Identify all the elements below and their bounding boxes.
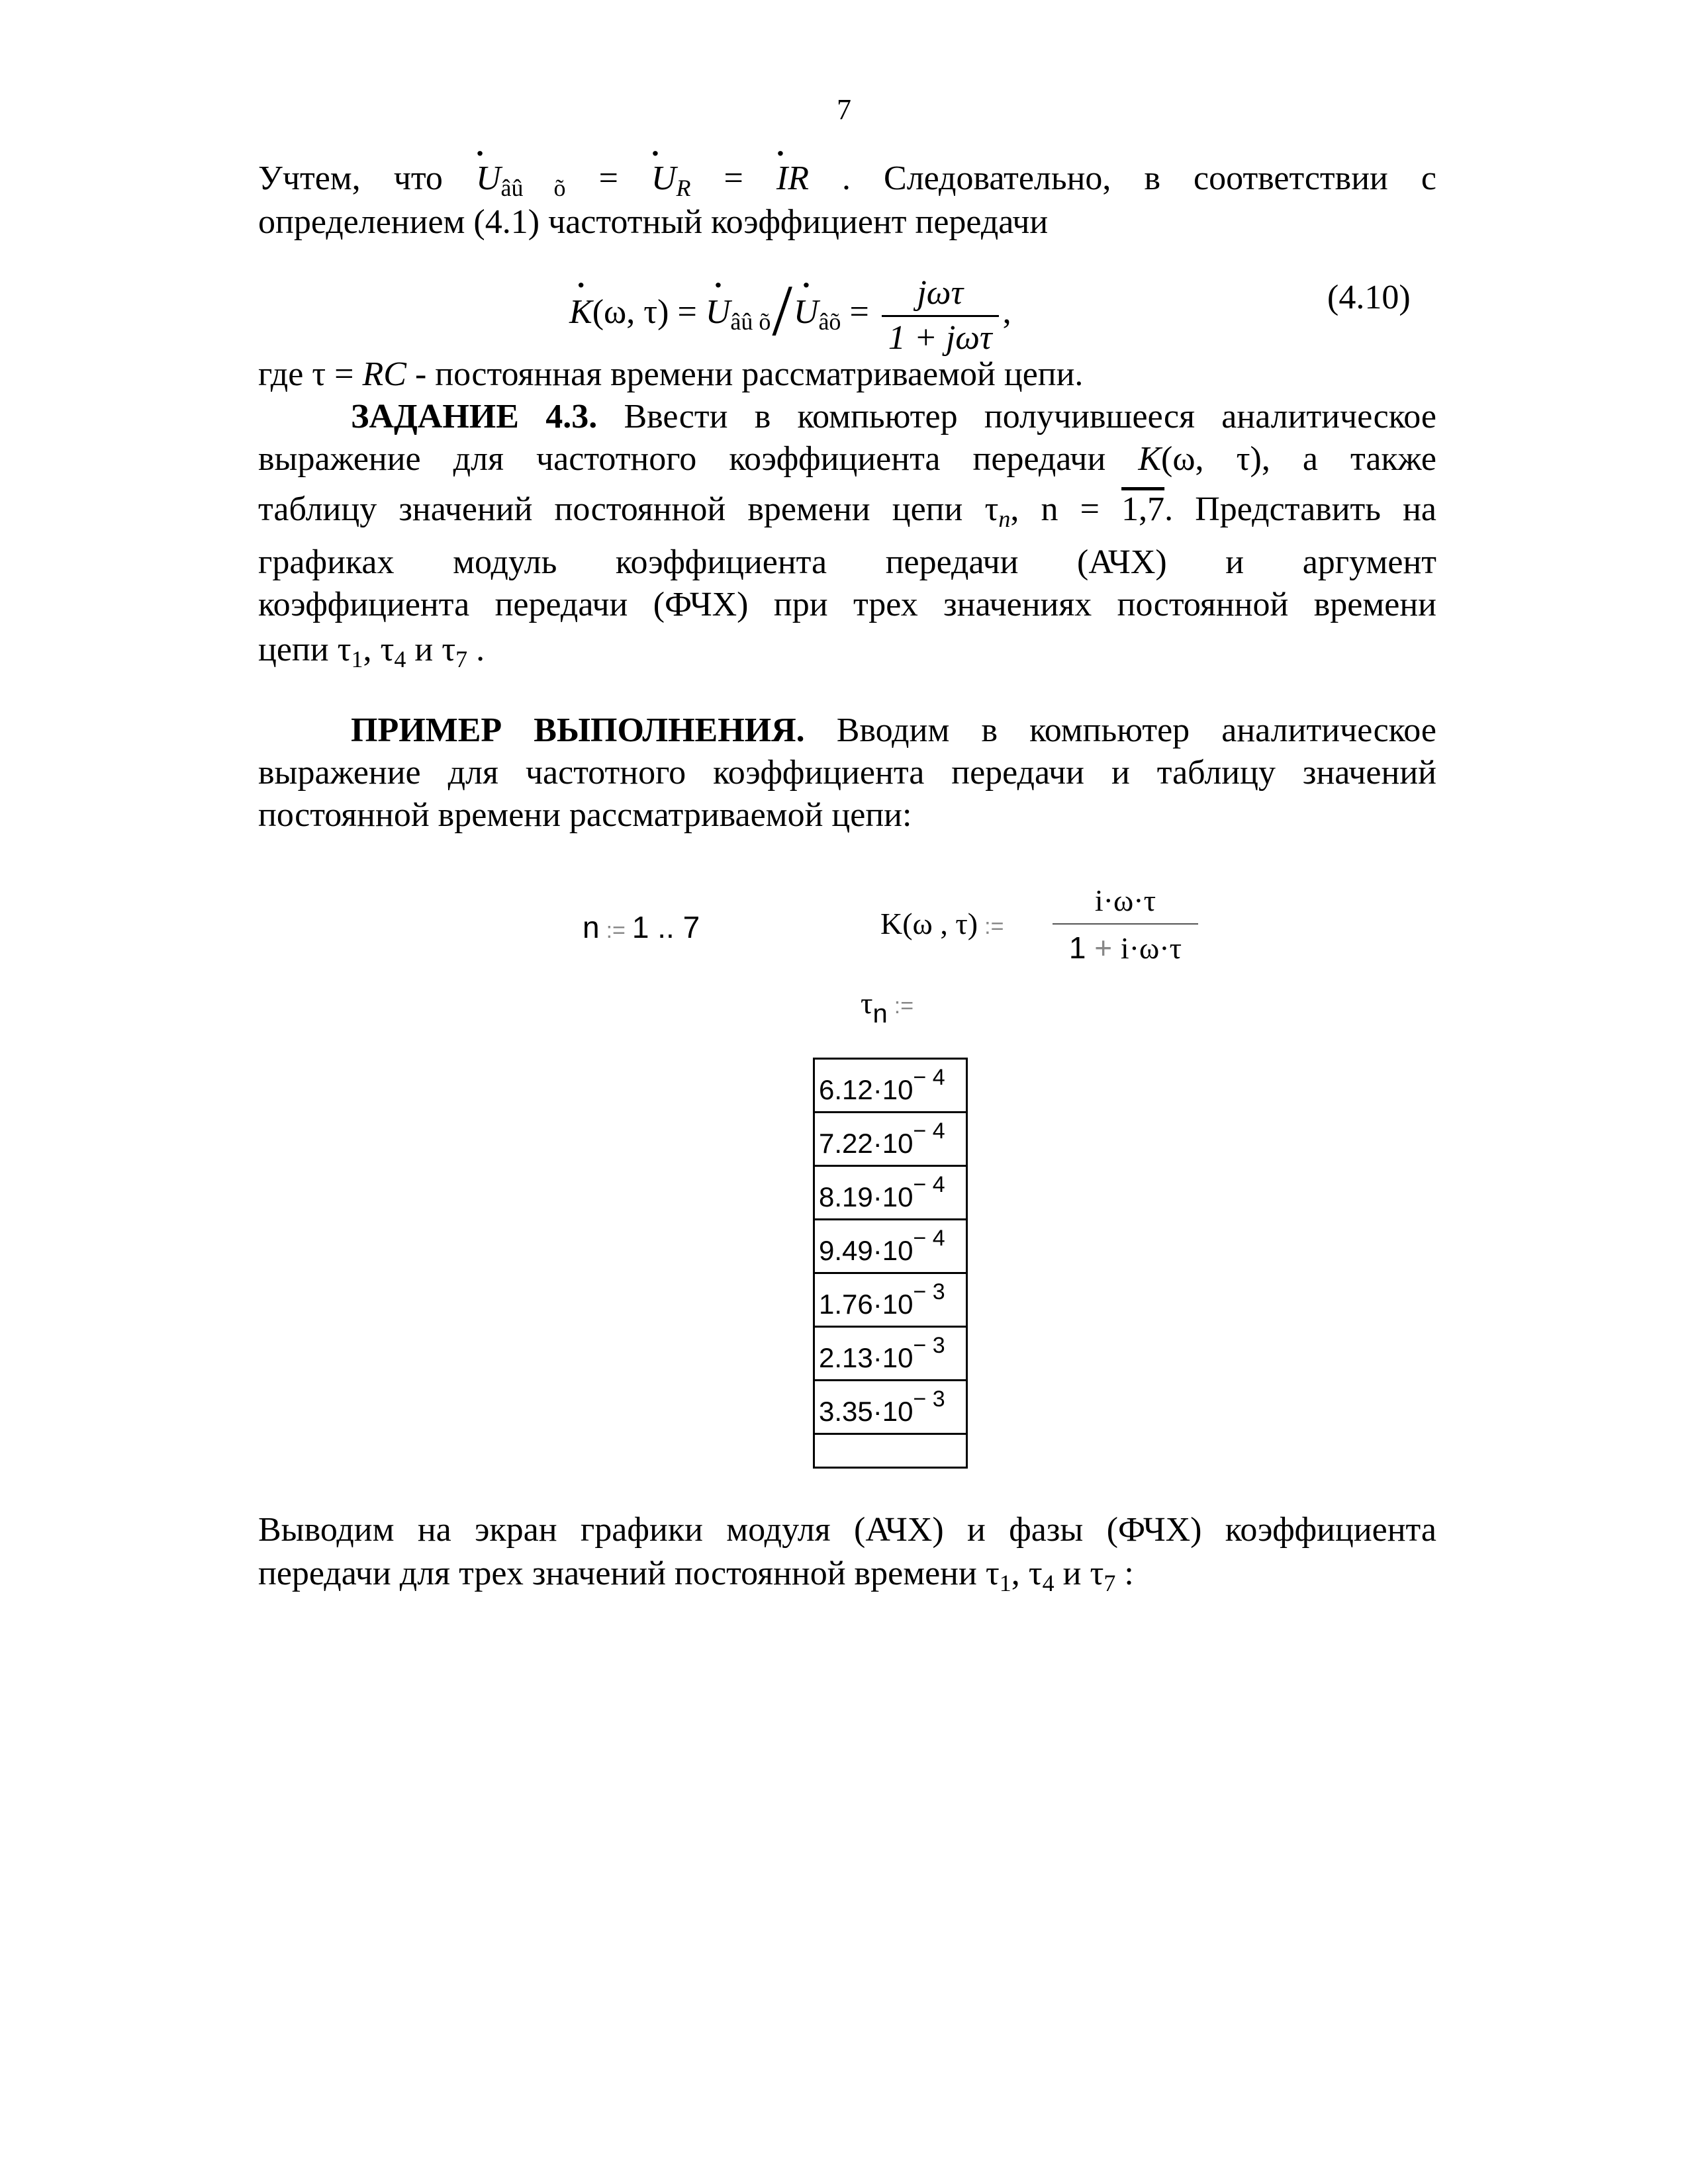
tau-value-cell: $3.35\cdot 10^{- 3}$ [814,1381,967,1434]
empty-cell [814,1434,967,1468]
final-line1: Выводим на экран графики модуля (АЧХ) и фазы (ФЧХ) коэффициента [258,1511,1436,1549]
table-row [814,1381,967,1434]
example-line2: выражение для частотного коэффициента передачи и таблицу значений [258,754,1436,792]
word: с [1421,159,1436,197]
word: что [393,159,443,197]
word: Следовательно, [884,159,1111,197]
task-line1: ЗАДАНИЕ 4.3. Ввести в компьютер получившееся аналитическое [258,396,1436,438]
table-row [814,1220,967,1273]
paragraph-intro-line2: определением (4.1) частотный коэффициент передачи [258,203,1049,241]
mathcad-denominator: 1 + i·ω·τ [1068,931,1182,965]
tau-value-cell: $8.19\cdot 10^{- 4}$ [814,1166,967,1220]
table-row [814,1273,967,1327]
example-label: ПРИМЕР ВЫПОЛНЕНИЯ. [351,711,805,749]
task-label: ЗАДАНИЕ 4.3. [351,398,598,435]
task-line5: коэффициента передачи (ФЧХ) при трех значениях постоянной времени [258,586,1436,623]
example-line1: ПРИМЕР ВЫПОЛНЕНИЯ. Вводим в компьютер аналитическое [258,709,1436,752]
task-line3: таблицу значений постоянной времени цепи $\tau_n$, n = 1,7. Представить на [258,490,1437,532]
formula-fraction: $\frac{\text{jωτ}}{\text{1 + jωτ}}$ [882,273,999,357]
mathcad-range-definition: n := 1 .. 7 [583,910,700,944]
page-number: 7 [837,93,851,126]
tau-value-cell: $9.49\cdot 10^{- 4}$ [814,1220,967,1273]
word: соответствии [1194,159,1388,197]
equation-number: (4.10) [1327,279,1411,316]
example-line3: постоянной времени рассматриваемой цепи: [258,796,912,834]
tau-value-cell: $7.22\cdot 10^{- 4}$ [814,1113,967,1166]
tau-value-cell: $6.12\cdot 10^{- 4}$ [814,1059,967,1113]
tau-value-cell: $2.13\cdot 10^{- 3}$ [814,1327,967,1381]
table-row-empty [814,1434,967,1468]
equation-voltage: · $U_{âû õ}$ = · $U_R$ = · IR . [476,159,851,197]
mathcad-tau-definition: τn := [861,986,914,1028]
task-line4: графиках модуль коэффициента передачи (АЧХ) и аргумент [258,543,1436,581]
final-line2: передачи для трех значений постоянной времени $\tau_1$, $\tau_4$ и $\tau_7$ : [258,1555,1134,1596]
table-row [814,1059,967,1113]
paragraph-tau-definition: где τ = RC - постоянная времени рассматриваемой цепи. [258,355,1084,393]
task-line6: цепи $\tau_1$, $\tau_4$ и $\tau_7$ . [258,631,485,672]
task-line2: выражение для частотного коэффициента передачи K(ω, τ), а также [258,440,1436,478]
table-row [814,1166,967,1220]
mathcad-numerator: i·ω·τ [1053,883,1198,925]
mathcad-function-definition: K(ω , τ) := [880,907,1004,940]
tau-values-table [813,1058,968,1469]
word: Учтем, [258,159,361,197]
mathcad-function-fraction [1053,883,1198,966]
formula-4-10: · K(ω, τ) = · $U_{âû õ}/\cdot U_{âõ}$ = $\frac{\text{jωτ}}{\text{1 + jωτ}}$ , [569,257,1011,357]
tau-value-cell: $1.76\cdot 10^{- 3}$ [814,1273,967,1327]
word: в [1144,159,1161,197]
table-row [814,1113,967,1166]
table-row [814,1327,967,1381]
